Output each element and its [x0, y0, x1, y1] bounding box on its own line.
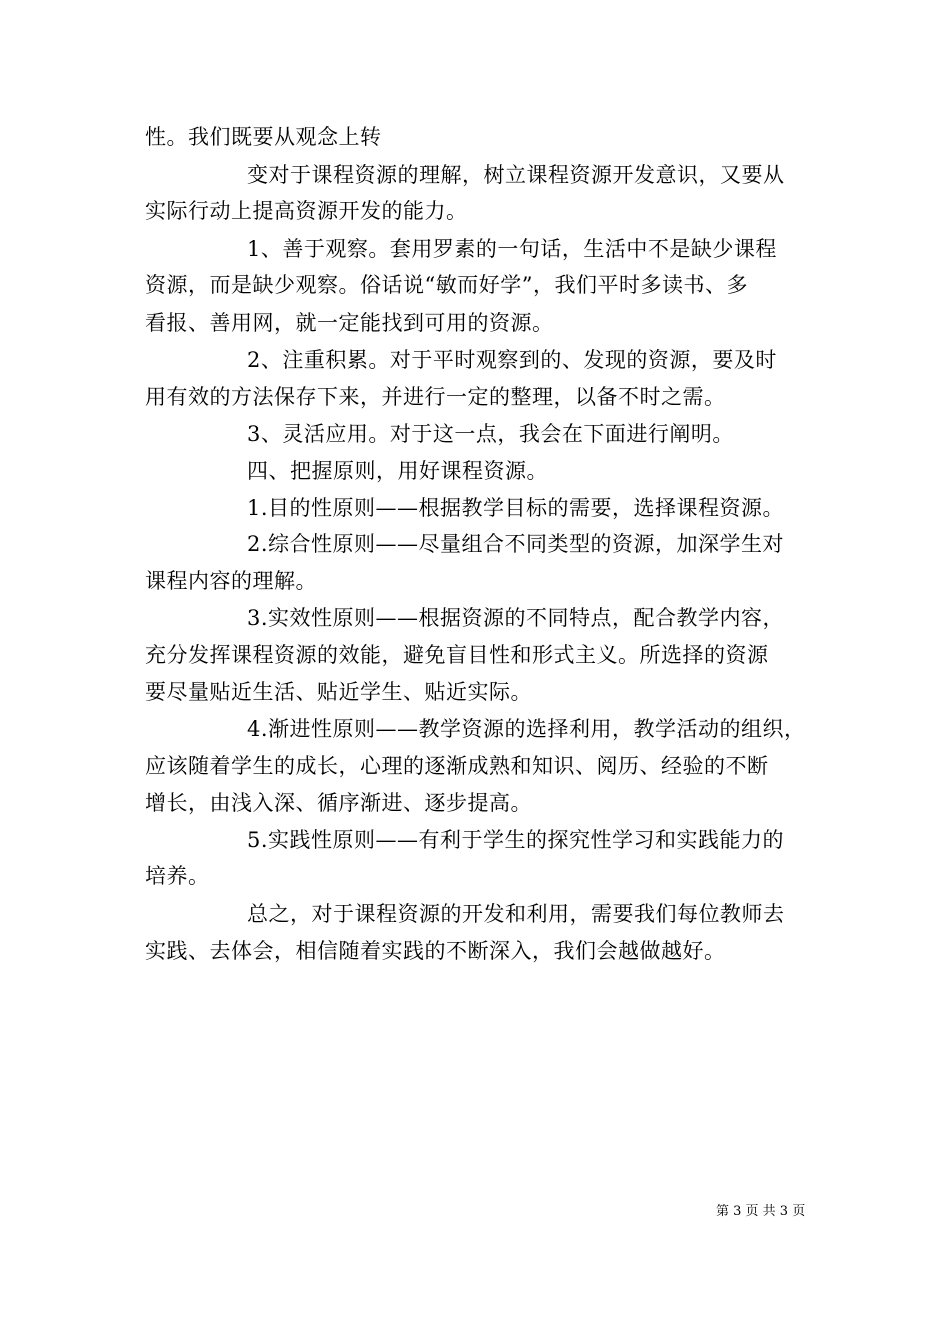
text-line: 2.综合性原则——尽量组合不同类型的资源，加深学生对 — [247, 532, 785, 556]
text-line: 2、注重积累。对于平时观察到的、发现的资源，要及时 — [247, 348, 777, 372]
text-line: 性。我们既要从观念上转 — [145, 125, 382, 149]
text-line: 资源，而是缺少观察。俗话说“敏而好学”，我们平时多读书、多 — [145, 273, 748, 297]
text-line: 1.目的性原则——根据教学目标的需要，选择课程资源。 — [247, 496, 785, 520]
text-line: 1、善于观察。套用罗素的一句话，生活中不是缺少课程 — [247, 237, 777, 261]
section-heading: 四、把握原则，用好课程资源。 — [247, 459, 548, 483]
text-line: 要尽量贴近生活、贴近学生、贴近实际。 — [145, 680, 532, 704]
text-line: 课程内容的理解。 — [145, 569, 317, 593]
text-line: 3、灵活应用。对于这一点，我会在下面进行阐明。 — [247, 422, 734, 446]
text-line: 应该随着学生的成长，心理的逐渐成熟和知识、阅历、经验的不断 — [145, 754, 769, 778]
text-line: 3.实效性原则——根据资源的不同特点，配合教学内容， — [247, 606, 785, 630]
text-line: 总之，对于课程资源的开发和利用，需要我们每位教师去 — [247, 902, 785, 926]
text-line: 培养。 — [145, 864, 210, 888]
text-line: 看报、善用网，就一定能找到可用的资源。 — [145, 311, 554, 335]
text-line: 5.实践性原则——有利于学生的探究性学习和实践能力的 — [247, 828, 785, 852]
page-number-footer: 第 3 页 共 3 页 — [716, 1204, 806, 1219]
text-line: 增长，由浅入深、循序渐进、逐步提高。 — [145, 791, 532, 815]
text-line: 实践、去体会，相信随着实践的不断深入，我们会越做越好。 — [145, 939, 726, 963]
text-line: 变对于课程资源的理解，树立课程资源开发意识，又要从 — [247, 163, 785, 187]
text-line: 充分发挥课程资源的效能，避免盲目性和形式主义。所选择的资源 — [145, 643, 769, 667]
text-line: 4.渐进性原则——教学资源的选择利用，教学活动的组织， — [247, 717, 806, 741]
text-line: 用有效的方法保存下来，并进行一定的整理，以备不时之需。 — [145, 385, 726, 409]
text-line: 实际行动上提高资源开发的能力。 — [145, 199, 468, 223]
